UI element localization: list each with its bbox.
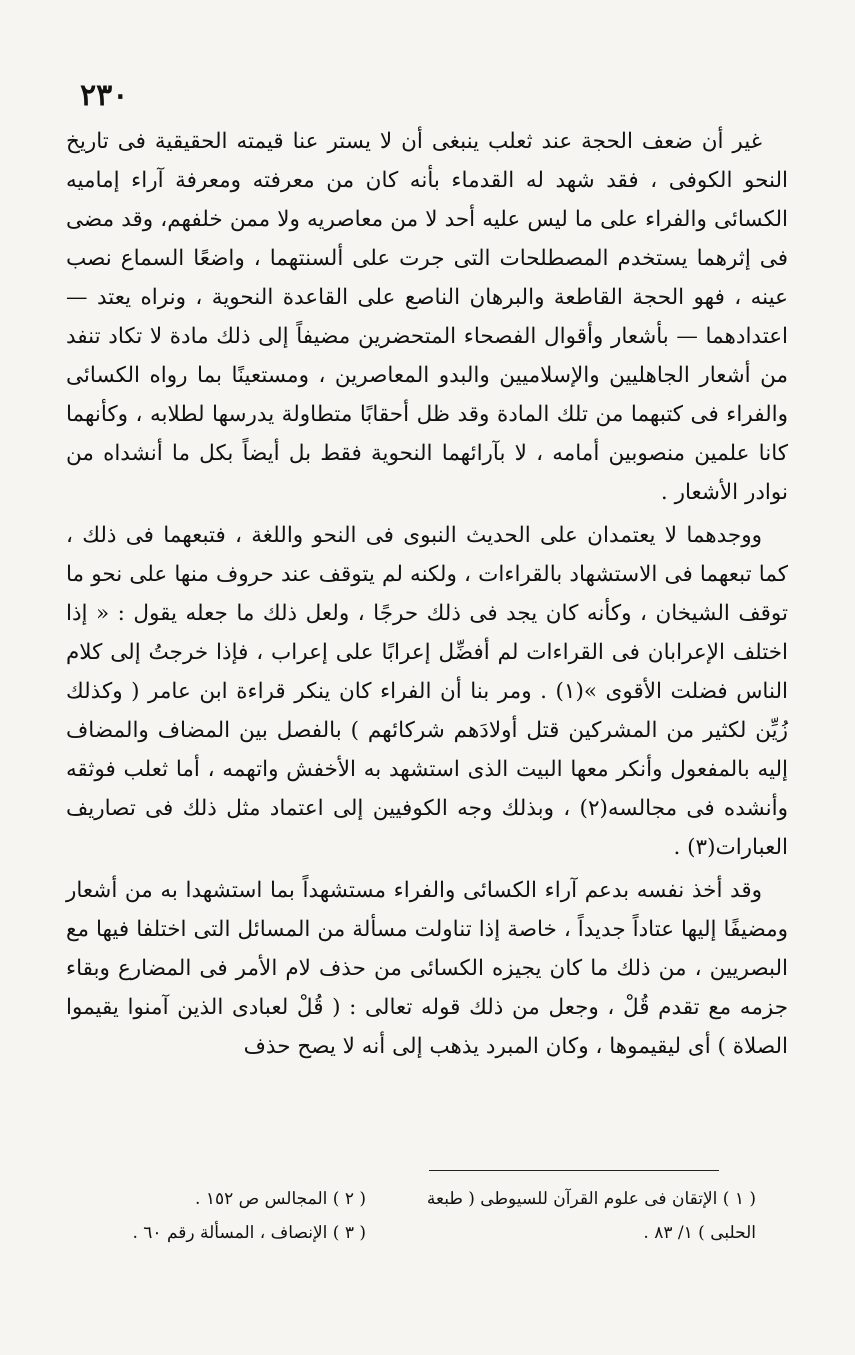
paragraph: غير أن ضعف الحجة عند ثعلب ينبغى أن لا يستر عنا قيمته الحقيقية فى تاريخ النحو الكوفى ، فقد شهد له القدماء بأنه كان من معرفته ومعرفة آراء إماميه الكسائى والفراء على ما ليس عليه أحد لا من معاصريه ولا ممن خلفهم، وقد مضى فى إثرهما يستخدم المصطلحات التى جرت على ألسنتهما ، واضعًا السماع نصب عينه ، فهو الحجة القاطعة والبرهان الناصع على القاعدة النحوية ، ونراه يعتد — اعتدادهما — بأشعار وأقوال الفصحاء المتحضرين مضيفاً إلى ذلك مادة لا تكاد تنفد من أشعار الجاهليين والإسلاميين والبدو المعاصرين ، ومستعينًا بما رواه الكسائى والفراء فى كتبهما من تلك المادة وقد ظل أحقابًا متطاولة يدرسها لطلابه ، وكأنهما كانا علمين منصوبين أمامه ، لا بآرائهما النحوية فقط بل أيضاً بكل ما أنشداه من نوادر الأشعار . xyxy=(66,129,788,505)
paragraph: وقد أخذ نفسه بدعم آراء الكسائى والفراء مستشهداً بما استشهدا به من أشعار ومضيفًا إليها عتاداً جديداً ، خاصة إذا تناولت مسألة من المسائل التى اختلفا فيها مع البصريين ، من ذلك ما كان يجيزه الكسائى من حذف لام الأمر فى المضارع وبقاء جزمه مع تقدم قُلْ ، وجعل من ذلك قوله تعالى : ( قُلْ لعبادى الذين آمنوا يقيموا الصلاة ) أى ليقيموها ، وكان المبرد يذهب إلى أنه لا يصح حذف xyxy=(66,878,788,1059)
main-text xyxy=(66,122,788,1066)
page-number: ٢٣٠ xyxy=(80,78,129,113)
footnote-column-left xyxy=(66,1182,366,1250)
footnote-1-line-2: الحلبى ) ١/ ٨٣ . xyxy=(643,1223,756,1243)
footnote-1-line-1: ( ١ ) الإتقان فى علوم القرآن للسيوطى ( طبعة xyxy=(426,1189,756,1209)
footnote-3: ( ٣ ) الإنصاف ، المسألة رقم ٦٠ . xyxy=(132,1223,366,1243)
footnote-divider xyxy=(429,1170,719,1171)
footnotes xyxy=(66,1182,756,1250)
footnote-column-right xyxy=(426,1182,756,1250)
footnote-2: ( ٢ ) المجالس ص ١٥٢ . xyxy=(195,1189,366,1209)
paragraph: ووجدهما لا يعتمدان على الحديث النبوى فى النحو واللغة ، فتبعهما فى ذلك ، كما تبعهما فى الاستشهاد بالقراءات ، ولكنه لم يتوقف عند حروف منها على نحو ما توقف الشيخان ، وكأنه كان يجد فى ذلك حرجًا ، ولعل ذلك ما جعله يقول : « إذا اختلف الإعرابان فى القراءات لم أفضِّل إعرابًا على إعراب ، فإذا خرجتُ إلى كلام الناس فضلت الأقوى »(١) . ومر بنا أن الفراء كان ينكر قراءة ابن عامر ( وكذلك زُيِّن لكثير من المشركين قتل أولادَهم شركائهم ) بالفصل بين المضاف والمضاف إليه بالمفعول وأنكر معها البيت الذى استشهد به الأخفش واتهمه ، أما ثعلب فوثقه وأنشده فى مجالسه(٢) ، وبذلك وجه الكوفيين إلى اعتماد مثل ذلك فى تصاريف العبارات(٣) . xyxy=(66,523,789,860)
